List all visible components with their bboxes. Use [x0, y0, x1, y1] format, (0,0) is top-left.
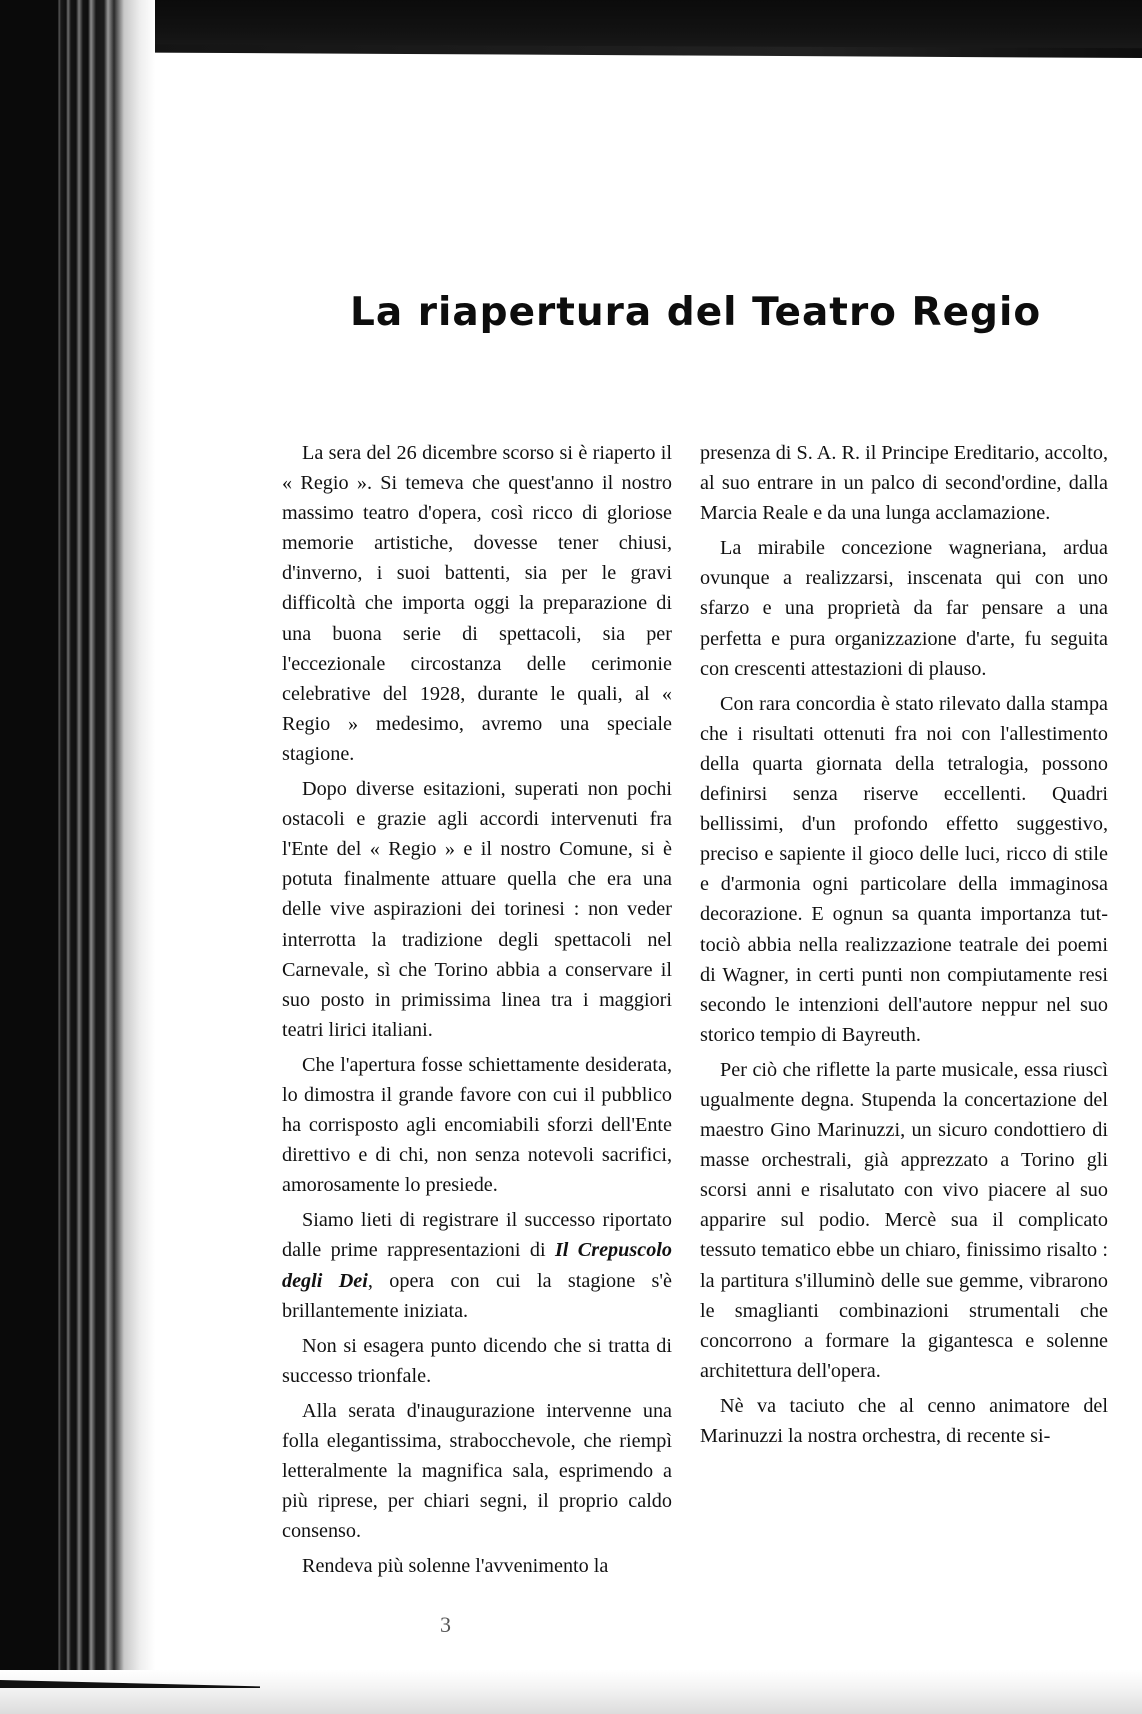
paragraph: Con rara concordia è stato rilevato dalla stampa che i risultati ottenuti fra noi con l'allestimento della quarta giornata della tetralogia, possono definirsi senza riserve eccellenti. Quadri bellissimi, d'un profondo effetto suggestivo, preciso e sapiente il gioco delle luci, ricco di stile e d'armonia ogni particolare della immaginosa decorazione. E ognun sa quanta importanza tuttociò abbia nella realizzazione teatrale dei poemi di Wagner, in certi punti non compiutamente resi secondo le intenzioni dell'autore neppur nel suo storico tempio di Bayreuth. — [700, 692, 1108, 1046]
paragraph: Dopo diverse esitazioni, superati non pochi ostacoli e grazie agli accordi intervenuti fra l'Ente del « Regio » e il nostro Comune, si è potuta finalmente attuare quella che era una delle vive aspirazioni dei torinesi : non veder interrotta la tradizione degli spettacoli nel Carnevale, sì che Torino abbia a conservare il suo posto in primissima linea tra i maggiori teatri lirici italiani. — [282, 778, 672, 1041]
scan-top-border — [0, 0, 1142, 52]
paragraph: La sera del 26 dicembre scorso si è riaperto il « Regio ». Si temeva che quest'anno il nostro massimo teatro d'opera, così ricco di gloriose memorie artistiche, dovesse tener chiusi, d'inverno, i suoi battenti, sia per le gravi difficoltà che importa oggi la preparazione di una buona serie di spettacoli, sia per l'eccezionale circostanza delle cerimonie celebrative del 1928, durante le quali, al « Regio » medesimo, avremo una speciale stagione. — [282, 442, 672, 765]
paragraph: Nè va taciuto che al cenno animatore del Marinuzzi la nostra orchestra, di recente si- — [700, 1394, 1108, 1447]
text-column-left — [282, 438, 672, 1586]
paragraph: Alla serata d'inaugurazione intervenne una folla elegantissima, strabocchevole, che riempì letteralmente la magnifica sala, esprimendo a più riprese, per chiari segni, il proprio caldo consenso. — [282, 1399, 672, 1543]
scan-page-edge — [0, 0, 155, 1714]
scan-bottom-border — [0, 1670, 1142, 1714]
paragraph-continued: presenza di S. A. R. il Principe Ereditario, accolto, al suo entrare in un palco di second'ordine, dalla Marcia Reale e da una lunga acclamazione. — [700, 442, 1108, 525]
page-number: 3 — [440, 1612, 451, 1637]
paragraph: Non si esagera punto dicendo che si tratta di successo trionfale. — [282, 1334, 672, 1387]
opera-title: Il Crepuscolo degli Dei — [282, 1239, 672, 1292]
paragraph: Siamo lieti di registrare il successo riportato dalle prime rappresentazioni di Il Crepuscolo degli Dei, opera con cui la stagione s'è brillantemente iniziata. — [282, 1209, 672, 1322]
paragraph: La mirabile concezione wagneriana, ardua ovunque a realizzarsi, inscenata qui con uno sfarzo e una proprietà da far pensare a una perfetta e pura organizzazione d'arte, fu seguita con crescenti attestazioni di plauso. — [700, 537, 1108, 680]
article-title: La riapertura del Teatro Regio — [350, 290, 1042, 335]
paragraph: Che l'apertura fosse schiettamente desiderata, lo dimostra il grande favore con cui il pubblico ha corrisposto agli encomiabili sforzi dell'Ente direttivo e di chi, non senza notevoli sacrifici, amorosamente lo presiede. — [282, 1053, 672, 1197]
text-column-right — [700, 438, 1108, 1456]
paragraph: Per ciò che riflette la parte musicale, essa riuscì ugualmente degna. Stupenda la concertazione del maestro Gino Marinuzzi, un sicuro condottiero di masse orchestrali, già apprezzato a Torino gli scorsi anni e risalutato con vivo piacere al suo apparire sul podio. Mercè sua il complicato tessuto tematico ebbe un chiaro, finissimo risalto : la partitura s'illuminò delle sue gemme, vibrarono le smaglianti combinazioni strumentali che concorrono a formare la gigantesca e solenne architettura dell'opera. — [700, 1058, 1108, 1382]
paragraph: Rendeva più solenne l'avvenimento la — [302, 1555, 609, 1578]
